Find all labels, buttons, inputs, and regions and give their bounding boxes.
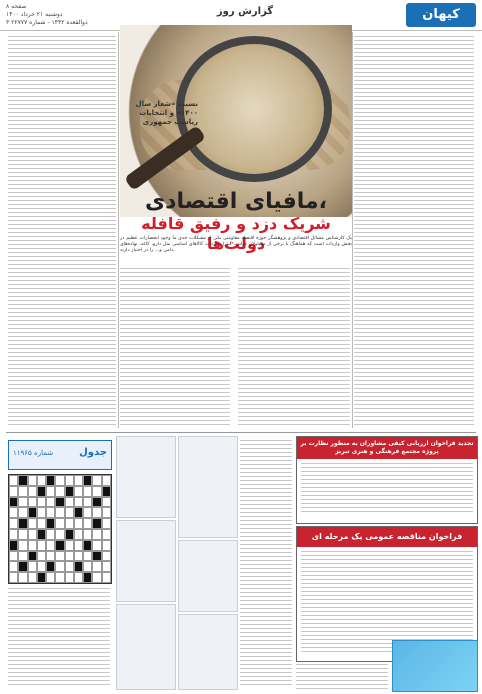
date-line-2: ۳ ذوالقعده ۱۴۴۲ - شماره ۲۲۷۷۷	[6, 19, 88, 26]
right-text-column	[354, 36, 474, 426]
puzzle-header	[8, 440, 112, 470]
tender-ad-1-body	[301, 463, 473, 515]
bottom-small-text	[296, 664, 388, 690]
notice-5	[178, 540, 238, 612]
issue-info	[6, 3, 116, 27]
tender-ad-1	[296, 436, 478, 524]
right-column-divider	[352, 32, 353, 428]
headline-line-2: شریک دزد و رفیق قافله دولت‌ها	[141, 214, 331, 253]
date-line-1: دوشنبه ۲۱ خرداد ۱۴۰۰	[6, 11, 63, 18]
legal-notices-column	[240, 440, 292, 688]
tender-ad-1-title: تجدید فراخوان ارزیابی کیفی مشاوران به منظور نظارت بر پروژه مجتمع فرهنگی و هنری تبریز	[297, 437, 477, 459]
puzzle-clues	[8, 588, 110, 688]
story-body-left	[120, 268, 230, 428]
notice-1	[116, 436, 176, 518]
left-text-column	[8, 36, 116, 426]
crossword-grid	[8, 474, 112, 584]
notice-2	[116, 520, 176, 602]
magnifier-lens	[176, 36, 332, 182]
lower-section-divider	[6, 432, 476, 433]
notice-6	[178, 614, 238, 690]
notice-4	[178, 436, 238, 538]
hero-caption: نسبت «شعار سال ۱۴۰۰» و انتخابات ریاست جمهوری	[135, 100, 198, 126]
left-column-divider	[118, 32, 119, 428]
tender-ad-2-title: فراخوان مناقصه عمومی یک مرحله ای	[297, 527, 477, 547]
puzzle-label: جدول	[79, 447, 107, 458]
promo-banner	[392, 640, 478, 692]
page-label: صفحه ۸	[6, 3, 27, 10]
lead-paragraph: یک کارشناس مسائل اقتصادی و پژوهشگر حوزه اقتصاد مقاومتی یکی از مشکلات جدی ما وجود انحصارات عظیم در بخش واردات است که هماهنگ با برخی از مسئولان دولتی، کنترل واردات کالاهای اساسی مثل دارو، کاغذ، نهاده‌های دامی و... را در اختیار دارند.	[120, 236, 352, 253]
notice-3	[116, 604, 176, 690]
headline-line-1: مافیای اقتصادی،	[144, 189, 328, 214]
story-body-right	[238, 268, 350, 428]
newspaper-logo: کیهان	[406, 3, 476, 27]
section-title: گزارش روز	[216, 6, 274, 17]
puzzle-number: شماره ۱۱۹۶۵	[13, 449, 54, 457]
